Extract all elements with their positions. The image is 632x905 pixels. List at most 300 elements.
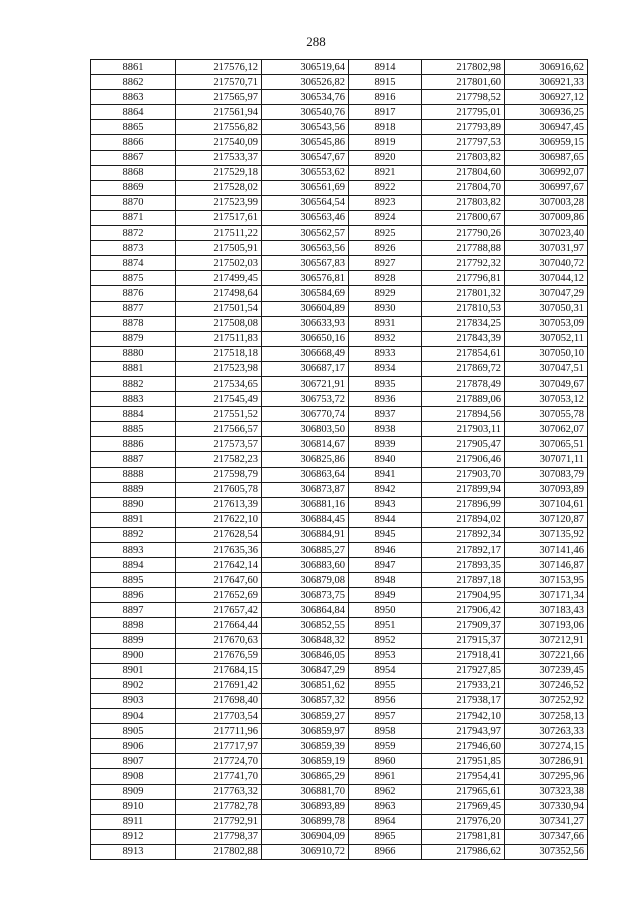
point-number-cell: 8893 (91, 543, 176, 558)
x-coordinate-cell: 217800,67 (422, 210, 505, 225)
table-row (91, 618, 588, 633)
y-coordinate-cell: 306567,83 (262, 256, 349, 271)
point-number-cell: 8869 (91, 180, 176, 195)
point-number-cell: 8923 (349, 195, 422, 210)
y-coordinate-cell: 307212,91 (505, 633, 588, 648)
table-row (91, 603, 588, 618)
y-coordinate-cell: 306959,15 (505, 135, 588, 150)
point-number-cell: 8961 (349, 769, 422, 784)
point-number-cell: 8934 (349, 361, 422, 376)
x-coordinate-cell: 217892,17 (422, 543, 505, 558)
x-coordinate-cell: 217938,17 (422, 693, 505, 708)
x-coordinate-cell: 217810,53 (422, 301, 505, 316)
point-number-cell: 8876 (91, 286, 176, 301)
y-coordinate-cell: 306936,25 (505, 105, 588, 120)
y-coordinate-cell: 306921,33 (505, 75, 588, 90)
table-row (91, 407, 588, 422)
y-coordinate-cell: 306987,65 (505, 150, 588, 165)
point-number-cell: 8886 (91, 437, 176, 452)
x-coordinate-cell: 217545,49 (176, 392, 262, 407)
point-number-cell: 8917 (349, 105, 422, 120)
y-coordinate-cell: 306997,67 (505, 180, 588, 195)
y-coordinate-cell: 307258,13 (505, 709, 588, 724)
point-number-cell: 8888 (91, 467, 176, 482)
y-coordinate-cell: 307065,51 (505, 437, 588, 452)
x-coordinate-cell: 217684,15 (176, 663, 262, 678)
x-coordinate-cell: 217698,40 (176, 693, 262, 708)
y-coordinate-cell: 307193,06 (505, 618, 588, 633)
y-coordinate-cell: 306881,16 (262, 497, 349, 512)
point-number-cell: 8874 (91, 256, 176, 271)
point-number-cell: 8913 (91, 844, 176, 859)
point-number-cell: 8873 (91, 241, 176, 256)
y-coordinate-cell: 306873,75 (262, 588, 349, 603)
point-number-cell: 8879 (91, 331, 176, 346)
y-coordinate-cell: 307135,92 (505, 527, 588, 542)
x-coordinate-cell: 217508,08 (176, 316, 262, 331)
point-number-cell: 8906 (91, 739, 176, 754)
point-number-cell: 8918 (349, 120, 422, 135)
x-coordinate-cell: 217801,32 (422, 286, 505, 301)
x-coordinate-cell: 217790,26 (422, 226, 505, 241)
x-coordinate-cell: 217676,59 (176, 648, 262, 663)
x-coordinate-cell: 217551,52 (176, 407, 262, 422)
y-coordinate-cell: 307047,29 (505, 286, 588, 301)
x-coordinate-cell: 217894,56 (422, 407, 505, 422)
y-coordinate-cell: 307052,11 (505, 331, 588, 346)
x-coordinate-cell: 217741,70 (176, 769, 262, 784)
table-row (91, 558, 588, 573)
x-coordinate-cell: 217652,69 (176, 588, 262, 603)
x-coordinate-cell: 217664,44 (176, 618, 262, 633)
point-number-cell: 8963 (349, 799, 422, 814)
x-coordinate-cell: 217878,49 (422, 376, 505, 391)
table-row (91, 195, 588, 210)
table-row (91, 527, 588, 542)
y-coordinate-cell: 306721,91 (262, 376, 349, 391)
table-row (91, 739, 588, 754)
y-coordinate-cell: 306687,17 (262, 361, 349, 376)
y-coordinate-cell: 306803,50 (262, 422, 349, 437)
y-coordinate-cell: 306851,62 (262, 678, 349, 693)
point-number-cell: 8939 (349, 437, 422, 452)
table-row (91, 256, 588, 271)
x-coordinate-cell: 217834,25 (422, 316, 505, 331)
x-coordinate-cell: 217570,71 (176, 75, 262, 90)
table-row (91, 392, 588, 407)
point-number-cell: 8936 (349, 392, 422, 407)
y-coordinate-cell: 307295,96 (505, 769, 588, 784)
x-coordinate-cell: 217565,97 (176, 90, 262, 105)
x-coordinate-cell: 217511,22 (176, 226, 262, 241)
x-coordinate-cell: 217540,09 (176, 135, 262, 150)
y-coordinate-cell: 306899,78 (262, 814, 349, 829)
point-number-cell: 8933 (349, 346, 422, 361)
x-coordinate-cell: 217903,70 (422, 467, 505, 482)
table-row (91, 226, 588, 241)
table-row (91, 452, 588, 467)
y-coordinate-cell: 306927,12 (505, 90, 588, 105)
x-coordinate-cell: 217965,61 (422, 784, 505, 799)
point-number-cell: 8946 (349, 543, 422, 558)
x-coordinate-cell: 217703,54 (176, 709, 262, 724)
x-coordinate-cell: 217573,57 (176, 437, 262, 452)
point-number-cell: 8953 (349, 648, 422, 663)
y-coordinate-cell: 306564,54 (262, 195, 349, 210)
x-coordinate-cell: 217642,14 (176, 558, 262, 573)
point-number-cell: 8907 (91, 754, 176, 769)
x-coordinate-cell: 217976,20 (422, 814, 505, 829)
x-coordinate-cell: 217854,61 (422, 346, 505, 361)
x-coordinate-cell: 217798,52 (422, 90, 505, 105)
point-number-cell: 8958 (349, 724, 422, 739)
y-coordinate-cell: 306814,67 (262, 437, 349, 452)
y-coordinate-cell: 306947,45 (505, 120, 588, 135)
table-row (91, 799, 588, 814)
x-coordinate-cell: 217969,45 (422, 799, 505, 814)
table-row (91, 543, 588, 558)
point-number-cell: 8955 (349, 678, 422, 693)
y-coordinate-cell: 307286,91 (505, 754, 588, 769)
point-number-cell: 8941 (349, 467, 422, 482)
y-coordinate-cell: 307050,31 (505, 301, 588, 316)
point-number-cell: 8926 (349, 241, 422, 256)
x-coordinate-cell: 217556,82 (176, 120, 262, 135)
y-coordinate-cell: 306859,39 (262, 739, 349, 754)
y-coordinate-cell: 307120,87 (505, 512, 588, 527)
y-coordinate-cell: 306540,76 (262, 105, 349, 120)
table-row (91, 482, 588, 497)
table-row (91, 814, 588, 829)
point-number-cell: 8892 (91, 527, 176, 542)
point-number-cell: 8959 (349, 739, 422, 754)
point-number-cell: 8965 (349, 829, 422, 844)
table-row (91, 467, 588, 482)
table-row (91, 588, 588, 603)
x-coordinate-cell: 217598,79 (176, 467, 262, 482)
point-number-cell: 8928 (349, 271, 422, 286)
point-number-cell: 8932 (349, 331, 422, 346)
x-coordinate-cell: 217511,83 (176, 331, 262, 346)
point-number-cell: 8949 (349, 588, 422, 603)
point-number-cell: 8909 (91, 784, 176, 799)
table-row (91, 512, 588, 527)
y-coordinate-cell: 306884,45 (262, 512, 349, 527)
y-coordinate-cell: 306545,86 (262, 135, 349, 150)
y-coordinate-cell: 307146,87 (505, 558, 588, 573)
table-row (91, 105, 588, 120)
point-number-cell: 8945 (349, 527, 422, 542)
table-row (91, 784, 588, 799)
x-coordinate-cell: 217951,85 (422, 754, 505, 769)
point-number-cell: 8956 (349, 693, 422, 708)
y-coordinate-cell: 307239,45 (505, 663, 588, 678)
table-row (91, 361, 588, 376)
y-coordinate-cell: 307093,89 (505, 482, 588, 497)
x-coordinate-cell: 217501,54 (176, 301, 262, 316)
table-row (91, 165, 588, 180)
point-number-cell: 8910 (91, 799, 176, 814)
point-number-cell: 8883 (91, 392, 176, 407)
x-coordinate-cell: 217533,37 (176, 150, 262, 165)
x-coordinate-cell: 217889,06 (422, 392, 505, 407)
table-row (91, 271, 588, 286)
x-coordinate-cell: 217981,81 (422, 829, 505, 844)
point-number-cell: 8944 (349, 512, 422, 527)
point-number-cell: 8885 (91, 422, 176, 437)
x-coordinate-cell: 217927,85 (422, 663, 505, 678)
point-number-cell: 8927 (349, 256, 422, 271)
x-coordinate-cell: 217906,42 (422, 603, 505, 618)
x-coordinate-cell: 217795,01 (422, 105, 505, 120)
y-coordinate-cell: 307141,46 (505, 543, 588, 558)
x-coordinate-cell: 217576,12 (176, 60, 262, 75)
table-row (91, 75, 588, 90)
point-number-cell: 8942 (349, 482, 422, 497)
point-number-cell: 8943 (349, 497, 422, 512)
table-row (91, 844, 588, 859)
x-coordinate-cell: 217498,64 (176, 286, 262, 301)
x-coordinate-cell: 217657,42 (176, 603, 262, 618)
x-coordinate-cell: 217892,34 (422, 527, 505, 542)
y-coordinate-cell: 306543,56 (262, 120, 349, 135)
table-row (91, 135, 588, 150)
y-coordinate-cell: 306863,64 (262, 467, 349, 482)
point-number-cell: 8931 (349, 316, 422, 331)
point-number-cell: 8868 (91, 165, 176, 180)
x-coordinate-cell: 217635,36 (176, 543, 262, 558)
y-coordinate-cell: 306770,74 (262, 407, 349, 422)
point-number-cell: 8966 (349, 844, 422, 859)
y-coordinate-cell: 306561,69 (262, 180, 349, 195)
table-row (91, 724, 588, 739)
x-coordinate-cell: 217529,18 (176, 165, 262, 180)
y-coordinate-cell: 307263,33 (505, 724, 588, 739)
y-coordinate-cell: 307341,27 (505, 814, 588, 829)
x-coordinate-cell: 217691,42 (176, 678, 262, 693)
y-coordinate-cell: 306992,07 (505, 165, 588, 180)
x-coordinate-cell: 217499,45 (176, 271, 262, 286)
point-number-cell: 8915 (349, 75, 422, 90)
y-coordinate-cell: 307003,28 (505, 195, 588, 210)
point-number-cell: 8948 (349, 573, 422, 588)
point-number-cell: 8890 (91, 497, 176, 512)
x-coordinate-cell: 217724,70 (176, 754, 262, 769)
y-coordinate-cell: 306553,62 (262, 165, 349, 180)
table-row (91, 60, 588, 75)
y-coordinate-cell: 306848,32 (262, 633, 349, 648)
y-coordinate-cell: 307323,38 (505, 784, 588, 799)
x-coordinate-cell: 217628,54 (176, 527, 262, 542)
y-coordinate-cell: 307040,72 (505, 256, 588, 271)
table-row (91, 241, 588, 256)
y-coordinate-cell: 307009,86 (505, 210, 588, 225)
point-number-cell: 8896 (91, 588, 176, 603)
point-number-cell: 8887 (91, 452, 176, 467)
coordinates-table-body (91, 60, 588, 860)
point-number-cell: 8870 (91, 195, 176, 210)
y-coordinate-cell: 307071,11 (505, 452, 588, 467)
point-number-cell: 8914 (349, 60, 422, 75)
point-number-cell: 8921 (349, 165, 422, 180)
point-number-cell: 8891 (91, 512, 176, 527)
point-number-cell: 8902 (91, 678, 176, 693)
y-coordinate-cell: 307171,34 (505, 588, 588, 603)
y-coordinate-cell: 306825,86 (262, 452, 349, 467)
table-row (91, 180, 588, 195)
x-coordinate-cell: 217523,98 (176, 361, 262, 376)
point-number-cell: 8964 (349, 814, 422, 829)
y-coordinate-cell: 306847,29 (262, 663, 349, 678)
x-coordinate-cell: 217803,82 (422, 150, 505, 165)
y-coordinate-cell: 307050,10 (505, 346, 588, 361)
point-number-cell: 8865 (91, 120, 176, 135)
table-row (91, 120, 588, 135)
y-coordinate-cell: 307053,09 (505, 316, 588, 331)
x-coordinate-cell: 217763,32 (176, 784, 262, 799)
point-number-cell: 8929 (349, 286, 422, 301)
y-coordinate-cell: 306753,72 (262, 392, 349, 407)
point-number-cell: 8903 (91, 693, 176, 708)
table-row (91, 648, 588, 663)
table-row (91, 316, 588, 331)
x-coordinate-cell: 217843,39 (422, 331, 505, 346)
table-row (91, 286, 588, 301)
table-row (91, 376, 588, 391)
point-number-cell: 8862 (91, 75, 176, 90)
y-coordinate-cell: 307047,51 (505, 361, 588, 376)
x-coordinate-cell: 217566,57 (176, 422, 262, 437)
point-number-cell: 8881 (91, 361, 176, 376)
y-coordinate-cell: 306859,27 (262, 709, 349, 724)
y-coordinate-cell: 306563,46 (262, 210, 349, 225)
x-coordinate-cell: 217896,99 (422, 497, 505, 512)
x-coordinate-cell: 217804,60 (422, 165, 505, 180)
x-coordinate-cell: 217534,65 (176, 376, 262, 391)
y-coordinate-cell: 306881,70 (262, 784, 349, 799)
point-number-cell: 8878 (91, 316, 176, 331)
x-coordinate-cell: 217954,41 (422, 769, 505, 784)
point-number-cell: 8904 (91, 709, 176, 724)
y-coordinate-cell: 307044,12 (505, 271, 588, 286)
point-number-cell: 8930 (349, 301, 422, 316)
point-number-cell: 8884 (91, 407, 176, 422)
point-number-cell: 8954 (349, 663, 422, 678)
y-coordinate-cell: 306852,55 (262, 618, 349, 633)
x-coordinate-cell: 217647,60 (176, 573, 262, 588)
x-coordinate-cell: 217803,82 (422, 195, 505, 210)
point-number-cell: 8960 (349, 754, 422, 769)
y-coordinate-cell: 307352,56 (505, 844, 588, 859)
point-number-cell: 8922 (349, 180, 422, 195)
y-coordinate-cell: 306668,49 (262, 346, 349, 361)
table-row (91, 829, 588, 844)
y-coordinate-cell: 307252,92 (505, 693, 588, 708)
y-coordinate-cell: 307031,97 (505, 241, 588, 256)
y-coordinate-cell: 306864,84 (262, 603, 349, 618)
point-number-cell: 8937 (349, 407, 422, 422)
point-number-cell: 8872 (91, 226, 176, 241)
point-number-cell: 8900 (91, 648, 176, 663)
y-coordinate-cell: 306604,89 (262, 301, 349, 316)
y-coordinate-cell: 307055,78 (505, 407, 588, 422)
x-coordinate-cell: 217943,97 (422, 724, 505, 739)
x-coordinate-cell: 217946,60 (422, 739, 505, 754)
y-coordinate-cell: 307153,95 (505, 573, 588, 588)
point-number-cell: 8950 (349, 603, 422, 618)
x-coordinate-cell: 217894,02 (422, 512, 505, 527)
x-coordinate-cell: 217903,11 (422, 422, 505, 437)
y-coordinate-cell: 306910,72 (262, 844, 349, 859)
y-coordinate-cell: 306873,87 (262, 482, 349, 497)
table-row (91, 678, 588, 693)
y-coordinate-cell: 306576,81 (262, 271, 349, 286)
x-coordinate-cell: 217502,03 (176, 256, 262, 271)
x-coordinate-cell: 217798,37 (176, 829, 262, 844)
point-number-cell: 8897 (91, 603, 176, 618)
point-number-cell: 8861 (91, 60, 176, 75)
table-row (91, 573, 588, 588)
y-coordinate-cell: 307330,94 (505, 799, 588, 814)
y-coordinate-cell: 306859,19 (262, 754, 349, 769)
point-number-cell: 8895 (91, 573, 176, 588)
x-coordinate-cell: 217717,97 (176, 739, 262, 754)
point-number-cell: 8908 (91, 769, 176, 784)
y-coordinate-cell: 307347,66 (505, 829, 588, 844)
x-coordinate-cell: 217904,95 (422, 588, 505, 603)
x-coordinate-cell: 217670,63 (176, 633, 262, 648)
coordinates-table (90, 59, 588, 860)
x-coordinate-cell: 217605,78 (176, 482, 262, 497)
x-coordinate-cell: 217523,99 (176, 195, 262, 210)
y-coordinate-cell: 307023,40 (505, 226, 588, 241)
y-coordinate-cell: 306865,29 (262, 769, 349, 784)
table-row (91, 497, 588, 512)
point-number-cell: 8940 (349, 452, 422, 467)
y-coordinate-cell: 306916,62 (505, 60, 588, 75)
y-coordinate-cell: 307083,79 (505, 467, 588, 482)
x-coordinate-cell: 217933,21 (422, 678, 505, 693)
point-number-cell: 8919 (349, 135, 422, 150)
point-number-cell: 8935 (349, 376, 422, 391)
point-number-cell: 8877 (91, 301, 176, 316)
x-coordinate-cell: 217909,37 (422, 618, 505, 633)
y-coordinate-cell: 306857,32 (262, 693, 349, 708)
x-coordinate-cell: 217986,62 (422, 844, 505, 859)
x-coordinate-cell: 217517,61 (176, 210, 262, 225)
x-coordinate-cell: 217792,91 (176, 814, 262, 829)
x-coordinate-cell: 217528,02 (176, 180, 262, 195)
x-coordinate-cell: 217796,81 (422, 271, 505, 286)
x-coordinate-cell: 217792,32 (422, 256, 505, 271)
y-coordinate-cell: 307049,67 (505, 376, 588, 391)
point-number-cell: 8912 (91, 829, 176, 844)
y-coordinate-cell: 306904,09 (262, 829, 349, 844)
x-coordinate-cell: 217582,23 (176, 452, 262, 467)
y-coordinate-cell: 307221,66 (505, 648, 588, 663)
point-number-cell: 8916 (349, 90, 422, 105)
y-coordinate-cell: 306519,64 (262, 60, 349, 75)
page-number: 288 (306, 34, 326, 49)
x-coordinate-cell: 217613,39 (176, 497, 262, 512)
y-coordinate-cell: 306650,16 (262, 331, 349, 346)
y-coordinate-cell: 306846,05 (262, 648, 349, 663)
point-number-cell: 8875 (91, 271, 176, 286)
point-number-cell: 8925 (349, 226, 422, 241)
x-coordinate-cell: 217505,91 (176, 241, 262, 256)
point-number-cell: 8880 (91, 346, 176, 361)
y-coordinate-cell: 306859,97 (262, 724, 349, 739)
